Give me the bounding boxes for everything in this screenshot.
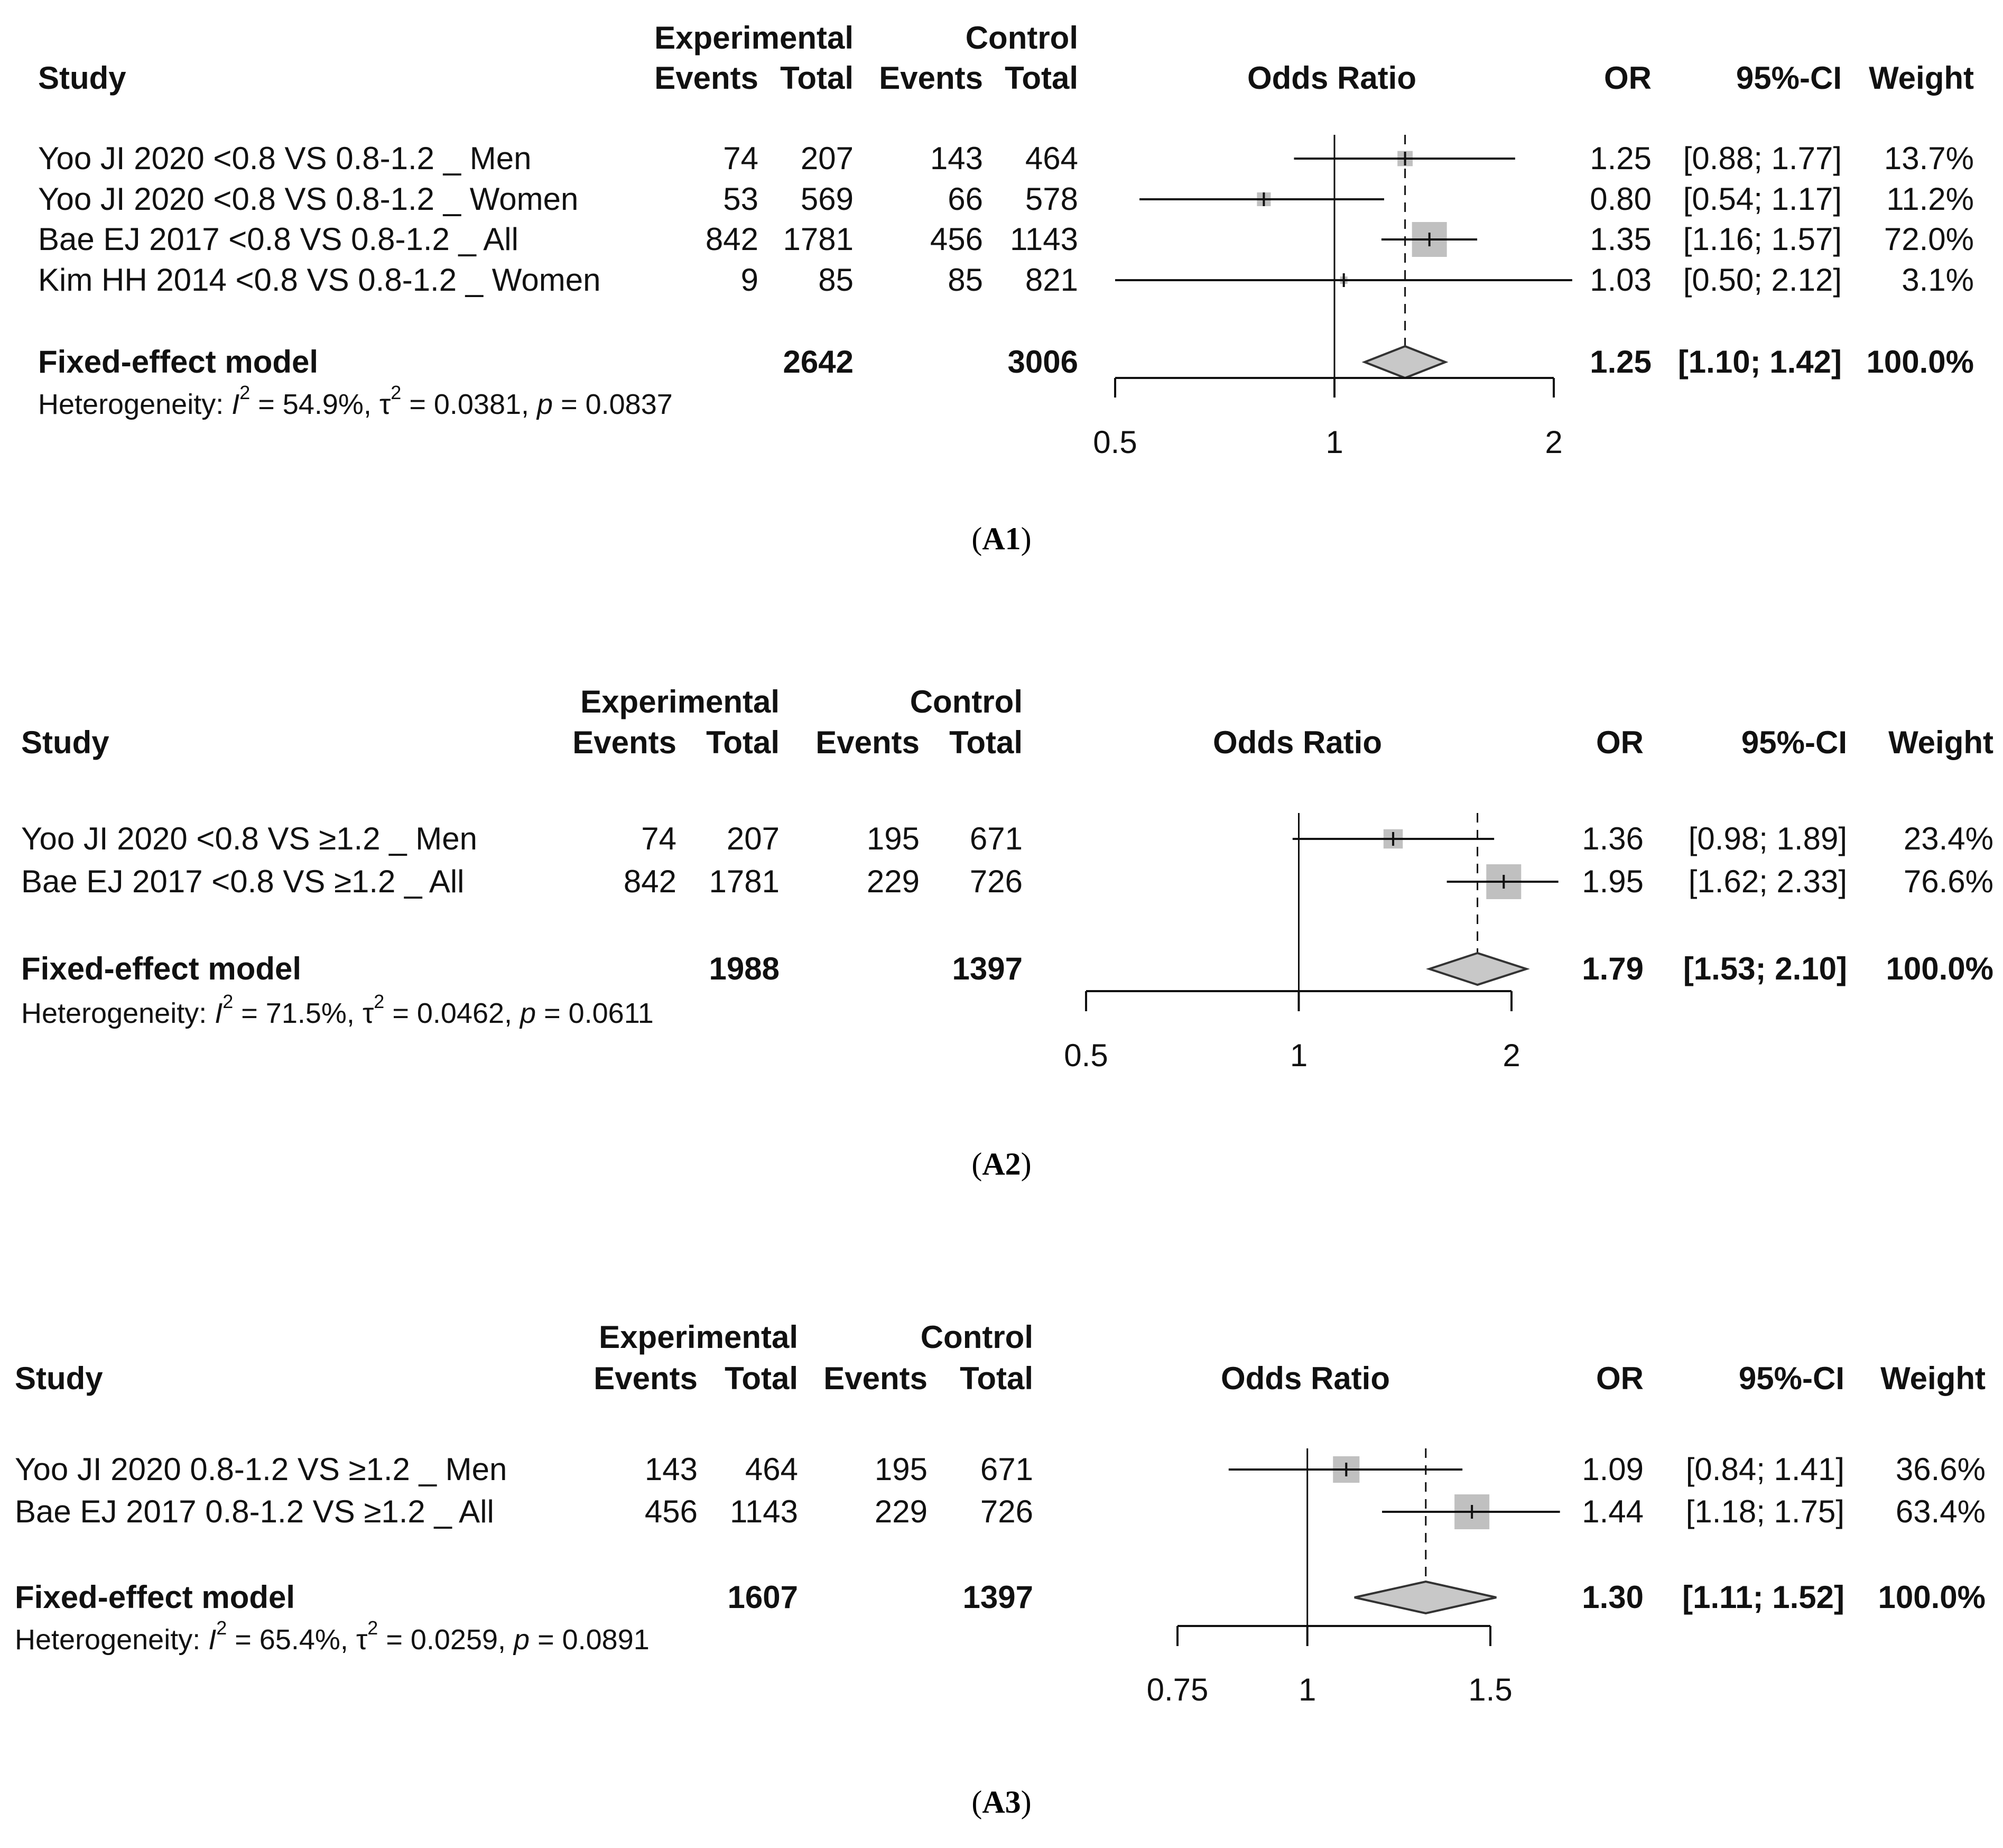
forest-plot-a2 <box>0 666 2003 1195</box>
fixed-weight-value: 100.0% <box>1878 1579 1986 1615</box>
odds-ratio-value: 1.25 <box>1590 141 1652 176</box>
odds-ratio-value: 1.36 <box>1582 821 1644 856</box>
forest-plot-panel-a1 <box>0 0 2003 581</box>
ctrl-total-header: Total <box>960 1361 1033 1396</box>
weight-value: 63.4% <box>1895 1494 1986 1529</box>
pooled-diamond <box>1429 953 1526 985</box>
weight-value: 13.7% <box>1884 141 1974 176</box>
fixed-ci-value: [1.11; 1.52] <box>1682 1579 1844 1615</box>
fixed-ci-value: [1.53; 2.10] <box>1683 951 1847 986</box>
ctrl-events: 456 <box>930 221 983 257</box>
forest-plot-panel-a3 <box>0 1300 2003 1848</box>
odds-ratio-header: Odds Ratio <box>1247 60 1417 96</box>
axis-tick-label: 0.5 <box>1064 1038 1108 1073</box>
exp-events: 74 <box>641 821 676 856</box>
control-header: Control <box>920 1319 1033 1355</box>
study-row <box>38 141 1974 176</box>
exp-events: 842 <box>623 864 676 899</box>
experimental-header: Experimental <box>599 1319 798 1355</box>
x-axis <box>1147 1626 1513 1707</box>
exp-events: 9 <box>740 262 758 298</box>
weight-value: 23.4% <box>1903 821 1993 856</box>
fixed-ctrl-total: 1397 <box>962 1579 1033 1615</box>
ctrl-events-header: Events <box>879 60 983 96</box>
axis-tick-label: 1 <box>1299 1672 1316 1707</box>
study-header: Study <box>38 60 126 96</box>
ctrl-events: 85 <box>948 262 983 298</box>
ctrl-total: 464 <box>1025 141 1078 176</box>
study-header: Study <box>15 1361 103 1396</box>
study-row <box>38 181 1974 217</box>
x-axis <box>1064 991 1520 1073</box>
weight-value: 3.1% <box>1902 262 1974 298</box>
forest-plot-a3 <box>0 1300 2003 1848</box>
study-row <box>38 221 1974 257</box>
exp-events: 456 <box>644 1494 698 1529</box>
fixed-ci-value: [1.10; 1.42] <box>1677 344 1842 380</box>
ctrl-total-header: Total <box>1005 60 1078 96</box>
study-name: Kim HH 2014 <0.8 VS 0.8-1.2 _ Women <box>38 262 601 298</box>
panel-label-a1: (A1) <box>971 521 1032 556</box>
ctrl-events-header: Events <box>823 1361 928 1396</box>
axis-tick-label: 2 <box>1503 1038 1520 1073</box>
study-name: Yoo JI 2020 <0.8 VS 0.8-1.2 _ Women <box>38 181 579 217</box>
study-row <box>15 1494 1986 1529</box>
heterogeneity-stats: Heterogeneity: $I^2 = 65.4\%$, $\tau^2 = 0.0259$, p = 0.0891 <box>15 1617 650 1656</box>
ci-header: 95%-CI <box>1741 725 1847 760</box>
confidence-interval: [1.62; 2.33] <box>1688 864 1847 899</box>
ctrl-total: 726 <box>969 864 1023 899</box>
fixed-effect-row <box>15 1579 1986 1615</box>
fixed-exp-total: 1607 <box>727 1579 798 1615</box>
exp-total: 1781 <box>709 864 780 899</box>
fixed-weight-value: 100.0% <box>1886 951 1993 986</box>
confidence-interval: [1.18; 1.75] <box>1685 1494 1844 1529</box>
exp-total: 464 <box>745 1452 798 1487</box>
ctrl-total: 671 <box>969 821 1023 856</box>
confidence-interval: [0.84; 1.41] <box>1685 1452 1844 1487</box>
ctrl-total: 671 <box>980 1452 1033 1487</box>
heterogeneity-stats: Heterogeneity: $I^2 = 71.5\%$, $\tau^2 = 0.0462$, p = 0.0611 <box>21 991 654 1029</box>
odds-ratio-value: 0.80 <box>1590 181 1652 217</box>
ctrl-events-header: Events <box>815 725 920 760</box>
ctrl-events: 195 <box>874 1452 928 1487</box>
exp-total-header: Total <box>780 60 854 96</box>
exp-total-header: Total <box>706 725 780 760</box>
panel-label-a3: (A3) <box>971 1785 1032 1819</box>
exp-total: 207 <box>800 141 854 176</box>
weight-value: 36.6% <box>1895 1452 1986 1487</box>
axis-tick-label: 0.75 <box>1146 1672 1209 1707</box>
ctrl-total: 578 <box>1025 181 1078 217</box>
odds-ratio-value: 1.35 <box>1590 221 1652 257</box>
exp-events: 143 <box>644 1452 698 1487</box>
fixed-effect-label: Fixed-effect model <box>21 951 302 986</box>
odds-ratio-value: 1.09 <box>1582 1452 1644 1487</box>
weight-value: 76.6% <box>1903 864 1993 899</box>
exp-events-header: Events <box>594 1361 698 1396</box>
ctrl-events: 66 <box>948 181 983 217</box>
confidence-interval: [0.50; 2.12] <box>1683 262 1842 298</box>
experimental-header: Experimental <box>654 20 854 56</box>
odds-ratio-value: 1.03 <box>1590 262 1652 298</box>
axis-tick-label: 2 <box>1545 424 1563 460</box>
study-row <box>21 864 1993 899</box>
experimental-header: Experimental <box>580 684 780 719</box>
control-header: Control <box>965 20 1078 56</box>
exp-total: 1143 <box>729 1494 798 1529</box>
exp-events: 842 <box>705 221 758 257</box>
exp-total: 569 <box>800 181 854 217</box>
table-header <box>15 1319 1986 1396</box>
exp-events-header: Events <box>572 725 676 760</box>
study-name: Bae EJ 2017 0.8-1.2 VS ≥1.2 _ All <box>15 1494 494 1529</box>
ci-header: 95%-CI <box>1738 1361 1844 1396</box>
exp-events: 53 <box>723 181 758 217</box>
ctrl-events: 229 <box>874 1494 928 1529</box>
weight-value: 11.2% <box>1886 181 1974 217</box>
forest-plot-panel-a2 <box>0 666 2003 1195</box>
confidence-interval: [0.88; 1.77] <box>1683 141 1842 176</box>
fixed-or-value: 1.79 <box>1582 951 1644 986</box>
exp-total-header: Total <box>725 1361 798 1396</box>
axis-tick-label: 0.5 <box>1093 424 1137 460</box>
weight-header: Weight <box>1869 60 1974 96</box>
confidence-interval: [1.16; 1.57] <box>1683 221 1842 257</box>
fixed-ctrl-total: 1397 <box>952 951 1023 986</box>
study-name: Yoo JI 2020 <0.8 VS 0.8-1.2 _ Men <box>38 141 532 176</box>
ci-header: 95%-CI <box>1736 60 1842 96</box>
study-name: Bae EJ 2017 <0.8 VS 0.8-1.2 _ All <box>38 221 518 257</box>
axis-tick-label: 1 <box>1290 1038 1308 1073</box>
confidence-interval: [0.98; 1.89] <box>1688 821 1847 856</box>
ctrl-total-header: Total <box>949 725 1023 760</box>
ctrl-events: 143 <box>930 141 983 176</box>
control-header: Control <box>910 684 1023 719</box>
ctrl-total: 726 <box>980 1494 1033 1529</box>
weight-header: Weight <box>1880 1361 1986 1396</box>
exp-events: 74 <box>723 141 758 176</box>
exp-total: 1781 <box>783 221 854 257</box>
heterogeneity-stats: Heterogeneity: $I^2 = 54.9\%$, $\tau^2 = 0.0381$, p = 0.0837 <box>38 382 673 420</box>
fixed-effect-label: Fixed-effect model <box>38 344 319 380</box>
ctrl-events: 229 <box>866 864 920 899</box>
study-row <box>38 262 1974 298</box>
table-header <box>21 684 1993 760</box>
study-row <box>15 1452 1986 1487</box>
fixed-weight-value: 100.0% <box>1866 344 1974 380</box>
ctrl-total: 1143 <box>1009 221 1078 257</box>
or-header: OR <box>1604 60 1652 96</box>
weight-header: Weight <box>1888 725 1993 760</box>
fixed-effect-label: Fixed-effect model <box>15 1579 295 1615</box>
confidence-interval: [0.54; 1.17] <box>1683 181 1842 217</box>
fixed-exp-total: 1988 <box>709 951 780 986</box>
odds-ratio-header: Odds Ratio <box>1212 725 1383 760</box>
exp-total: 85 <box>818 262 854 298</box>
or-header: OR <box>1596 725 1644 760</box>
pooled-diamond <box>1355 1582 1496 1613</box>
odds-ratio-value: 1.44 <box>1582 1494 1644 1529</box>
odds-ratio-header: Odds Ratio <box>1220 1361 1390 1396</box>
study-name: Bae EJ 2017 <0.8 VS ≥1.2 _ All <box>21 864 465 899</box>
fixed-exp-total: 2642 <box>783 344 854 380</box>
or-header: OR <box>1596 1361 1644 1396</box>
study-header: Study <box>21 725 109 760</box>
fixed-or-value: 1.30 <box>1582 1579 1644 1615</box>
table-header <box>38 20 1974 96</box>
fixed-or-value: 1.25 <box>1590 344 1652 380</box>
axis-tick-label: 1 <box>1325 424 1343 460</box>
fixed-ctrl-total: 3006 <box>1007 344 1078 380</box>
study-name: Yoo JI 2020 <0.8 VS ≥1.2 _ Men <box>21 821 477 856</box>
study-name: Yoo JI 2020 0.8-1.2 VS ≥1.2 _ Men <box>15 1452 507 1487</box>
pooled-diamond <box>1365 346 1445 378</box>
weight-value: 72.0% <box>1884 221 1974 257</box>
exp-total: 207 <box>726 821 780 856</box>
ctrl-events: 195 <box>866 821 920 856</box>
forest-plot-a1 <box>0 0 2003 581</box>
study-row <box>21 821 1993 856</box>
x-axis <box>1093 378 1562 460</box>
axis-tick-label: 1.5 <box>1468 1672 1513 1707</box>
fixed-effect-row <box>38 344 1974 380</box>
fixed-effect-row <box>21 951 1993 986</box>
ctrl-total: 821 <box>1025 262 1078 298</box>
panel-label-a2: (A2) <box>971 1147 1032 1181</box>
exp-events-header: Events <box>654 60 758 96</box>
odds-ratio-value: 1.95 <box>1582 864 1644 899</box>
